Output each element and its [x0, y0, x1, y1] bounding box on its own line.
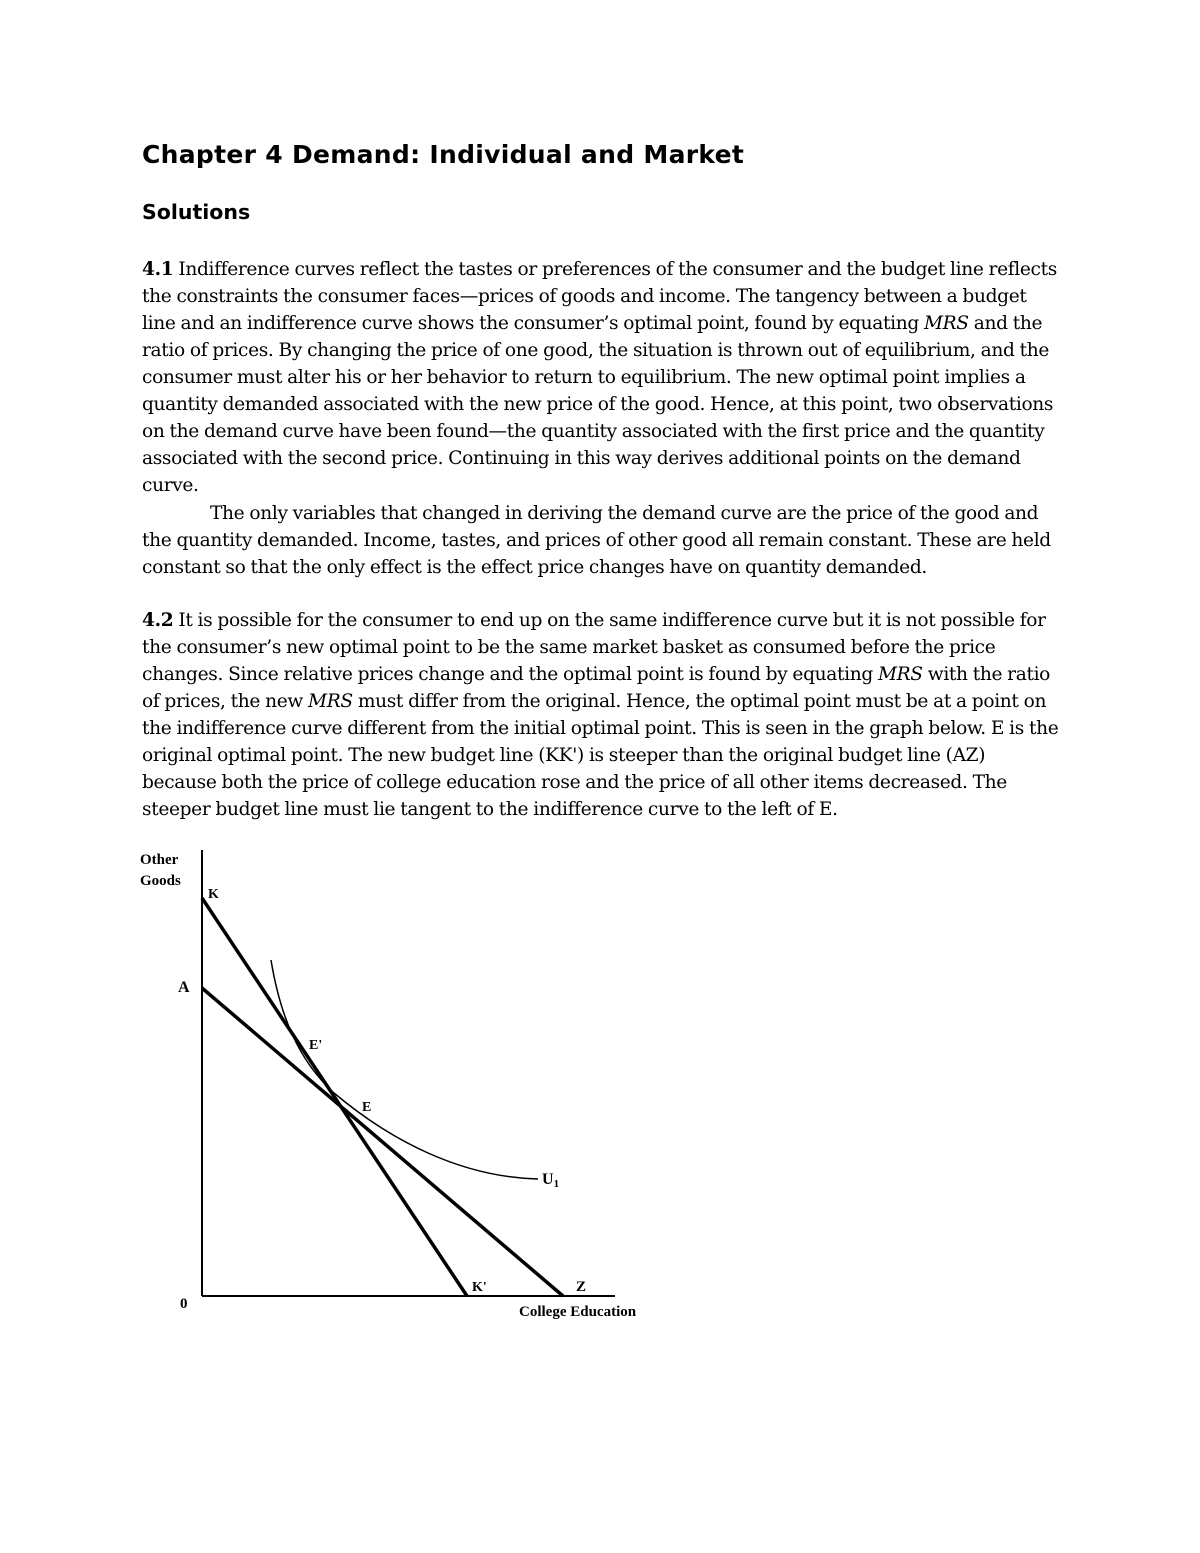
budget-line-kk-prime: [202, 898, 467, 1296]
question-number: 4.1: [142, 259, 174, 280]
origin-label: 0: [180, 1296, 188, 1312]
x-axis-label: College Education: [519, 1304, 637, 1320]
curve-u-subscript: 1: [553, 1178, 560, 1190]
mrs-term: MRS: [923, 313, 969, 334]
section-subtitle: Solutions: [142, 200, 251, 224]
point-a-label: A: [178, 979, 190, 996]
point-z-label: Z: [576, 1279, 587, 1295]
point-e-label: E: [362, 1100, 372, 1115]
answer-4-2-paragraph: [142, 607, 1062, 823]
answer-4-1-continued: [142, 500, 1062, 581]
answer-text: with the ratio of prices, the new: [142, 664, 1051, 712]
point-e-prime-label: E': [309, 1038, 323, 1053]
curve-u1-label: [542, 1171, 559, 1190]
answer-text: and the ratio of prices. By changing the price of one good, the situation is thrown out of equilibrium, and the consumer must alter his or her behavior to return to equilibrium. The new optimal point implies a quantity demanded associated with the new price of the good. Hence, at this point, two observations on the demand curve have been found—the quantity associated with the first price and the quantity associated with the second price. Continuing in this way derives additional points on the demand curve.: [142, 313, 1054, 496]
answer-4-2: [142, 607, 1062, 823]
answer-4-1-paragraph: [142, 256, 1062, 499]
y-axis-label-line2: Goods: [140, 873, 181, 889]
mrs-term: MRS: [877, 664, 923, 685]
indifference-curve-u1: [271, 960, 538, 1179]
answer-4-1-paragraph-2: The only variables that changed in deriving the demand curve are the price of the good and the quantity demanded. Income, tastes, and prices of other good all remain constant. These are held constant so that the only effect is the effect price changes have on quantity demanded.: [142, 503, 1051, 578]
point-k-label: K: [208, 887, 219, 902]
answer-text: must differ from the original. Hence, the optimal point must be at a point on the indifference curve different from the initial optimal point. This is seen in the graph below. E is the original optimal point. The new budget line (KK') is steeper than the original budget line (AZ) because both the price of college education rose and the price of all other items decreased. The steeper budget line must lie tangent to the indifference curve to the left of E.: [142, 691, 1059, 820]
budget-line-az: [202, 988, 563, 1296]
answer-4-1: [142, 256, 1062, 499]
point-k-prime-label: K': [472, 1280, 487, 1295]
answer-text: It is possible for the consumer to end up on the same indifference curve but it is not possible for the consumer’s new optimal point to be the same market basket as consumed before the price changes. Since relative prices change and the optimal point is found by equating: [142, 610, 1046, 685]
indifference-curve-figure: [130, 840, 690, 1340]
question-number: 4.2: [142, 610, 174, 631]
chapter-title: Chapter 4 Demand: Individual and Market: [142, 140, 745, 169]
mrs-term: MRS: [308, 691, 353, 712]
y-axis-label-line1: Other: [140, 852, 179, 868]
curve-u-letter: U: [542, 1171, 554, 1188]
answer-text: Indifference curves reflect the tastes or preferences of the consumer and the budget line reflects the constraints the consumer faces—prices of goods and income. The tangency between a budget line and an indifference curve shows the consumer’s optimal point, found by equating: [142, 259, 1057, 334]
